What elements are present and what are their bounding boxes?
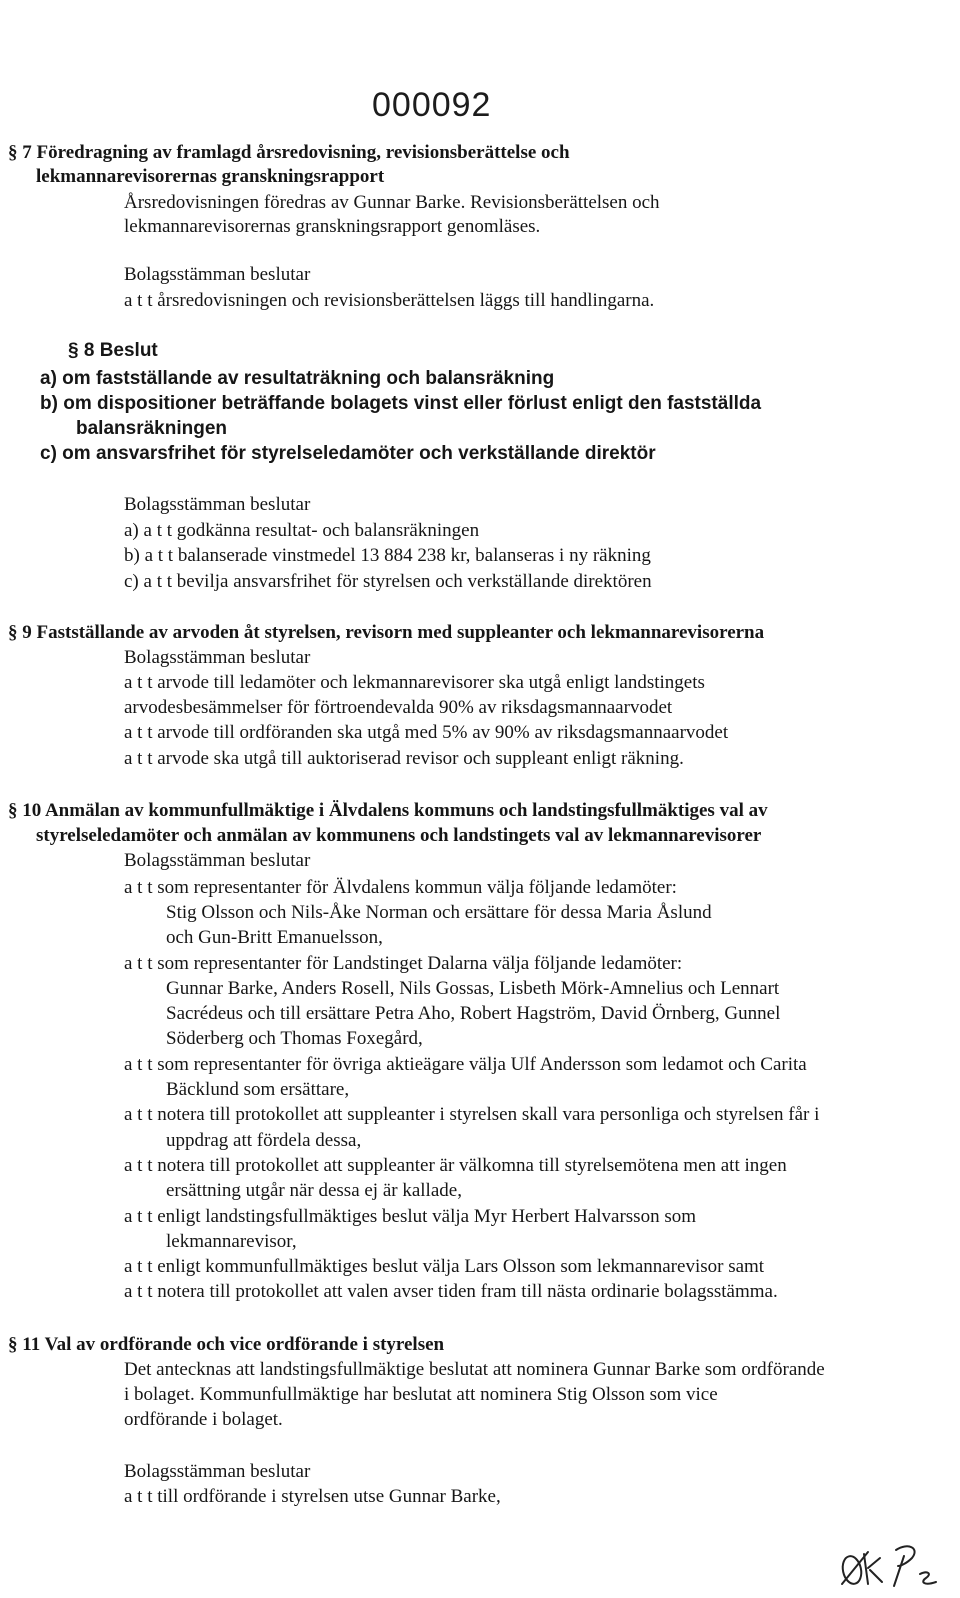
s10-line: Bäcklund som ersättare, — [166, 1079, 350, 1100]
s8-item-b-line1: b) om dispositioner beträffande bolagets vinst eller förlust enligt den fastställda — [40, 393, 762, 414]
page-number: 000092 — [372, 86, 492, 124]
s9-line2: arvodesbesämmelser för förtroendevalda 90% av riksdagsmannaarvodet — [124, 697, 673, 718]
s10-line: Gunnar Barke, Anders Rosell, Nils Gossas, Lisbeth Mörk-Amnelius och Lennart — [166, 978, 780, 999]
s8-decision-c: c) a t t bevilja ansvarsfrihet för styrelsen och verkställande direktören — [124, 571, 652, 592]
s8-decision-a: a) a t t godkänna resultat- och balansräkningen — [124, 520, 480, 541]
s10-line: a t t enligt landstingsfullmäktiges beslut välja Myr Herbert Halvarsson som — [124, 1206, 697, 1227]
s11-body-line1: Det antecknas att landstingsfullmäktige beslutat att nominera Gunnar Barke som ordförande — [124, 1359, 825, 1380]
s7-heading-line1: § 7 Föredragning av framlagd årsredovisning, revisionsberättelse och — [8, 142, 570, 163]
s10-resolve: Bolagsstämman beslutar — [124, 850, 311, 871]
s9-line3: a t t arvode till ordföranden ska utgå med 5% av 90% av riksdagsmannaarvodet — [124, 722, 729, 743]
s7-resolve: Bolagsstämman beslutar — [124, 264, 311, 285]
s10-line: Stig Olsson och Nils-Åke Norman och ersättare för dessa Maria Åslund — [166, 902, 712, 923]
s10-line: a t t notera till protokollet att valen avser tiden fram till nästa ordinarie bolagsstämma. — [124, 1281, 778, 1302]
s10-line: a t t notera till protokollet att suppleanter är välkomna till styrelsemötena men att ingen — [124, 1155, 787, 1176]
s10-line: a t t notera till protokollet att suppleanter i styrelsen skall vara personliga och styrelsen får i — [124, 1104, 820, 1125]
s8-decision-b: b) a t t balanserade vinstmedel 13 884 238 kr, balanseras i ny räkning — [124, 545, 651, 566]
s9-resolve: Bolagsstämman beslutar — [124, 647, 311, 668]
s11-resolve: Bolagsstämman beslutar — [124, 1461, 311, 1482]
s8-item-b-line2: balansräkningen — [76, 418, 227, 439]
s7-heading-line2: lekmannarevisorernas granskningsrapport — [36, 166, 385, 187]
s10-line: a t t som representanter för Landstinget Dalarna välja följande ledamöter: — [124, 953, 683, 974]
s7-decision — [124, 290, 654, 312]
s7-body-line1: Årsredovisningen föredras av Gunnar Barke. Revisionsberättelsen och — [124, 192, 660, 213]
s8-item-a: a) om fastställande av resultaträkning och balansräkning — [40, 368, 555, 389]
s8-resolve: Bolagsstämman beslutar — [124, 494, 311, 515]
s7-body-line2: lekmannarevisorernas granskningsrapport genomläses. — [124, 216, 541, 237]
s10-line: a t t som representanter för övriga aktieägare välja Ulf Andersson som ledamot och Carita — [124, 1054, 807, 1075]
s10-line: Sacrédeus och till ersättare Petra Aho, Robert Hagström, David Örnberg, Gunnel — [166, 1003, 781, 1024]
s10-line: och Gun-Britt Emanuelsson, — [166, 927, 383, 948]
signature-initials — [838, 1540, 948, 1592]
s9-heading: § 9 Fastställande av arvoden åt styrelsen, revisorn med suppleanter och lekmannarevisorerna — [8, 622, 765, 643]
s10-heading-line2: styrelseledamöter och anmälan av kommunens och landstingets val av lekmannarevisorer — [36, 825, 762, 846]
s9-line4: a t t arvode ska utgå till auktoriserad revisor och suppleant enligt räkning. — [124, 748, 684, 769]
s10-line: ersättning utgår när dessa ej är kallade, — [166, 1180, 462, 1201]
s10-line: a t t enligt kommunfullmäktiges beslut välja Lars Olsson som lekmannarevisor samt — [124, 1256, 765, 1277]
s8-item-c: c) om ansvarsfrihet för styrelseledamöter och verkställande direktör — [40, 443, 656, 464]
s10-line: lekmannarevisor, — [166, 1231, 297, 1252]
s10-heading-line1: § 10 Anmälan av kommunfullmäktige i Älvdalens kommuns och landstingsfullmäktiges val av — [8, 800, 768, 821]
att-marker: a t t — [124, 290, 153, 311]
s11-body-line3: ordförande i bolaget. — [124, 1409, 283, 1430]
s10-line: a t t som representanter för Älvdalens kommun välja följande ledamöter: — [124, 877, 677, 898]
s10-line: uppdrag att fördela dessa, — [166, 1130, 362, 1151]
s10-line: Söderberg och Thomas Foxegård, — [166, 1028, 423, 1049]
s11-body-line2: i bolaget. Kommunfullmäktige har beslutat att nominera Stig Olsson som vice — [124, 1384, 718, 1405]
s7-decision-text: årsredovisningen och revisionsberättelsen läggs till handlingarna. — [157, 290, 655, 311]
s8-heading: § 8 Beslut — [68, 340, 158, 361]
s11-heading: § 11 Val av ordförande och vice ordförande i styrelsen — [8, 1334, 445, 1355]
s11-decision: a t t till ordförande i styrelsen utse Gunnar Barke, — [124, 1486, 501, 1507]
s9-line1: a t t arvode till ledamöter och lekmannarevisorer ska utgå enligt landstingets — [124, 672, 705, 693]
